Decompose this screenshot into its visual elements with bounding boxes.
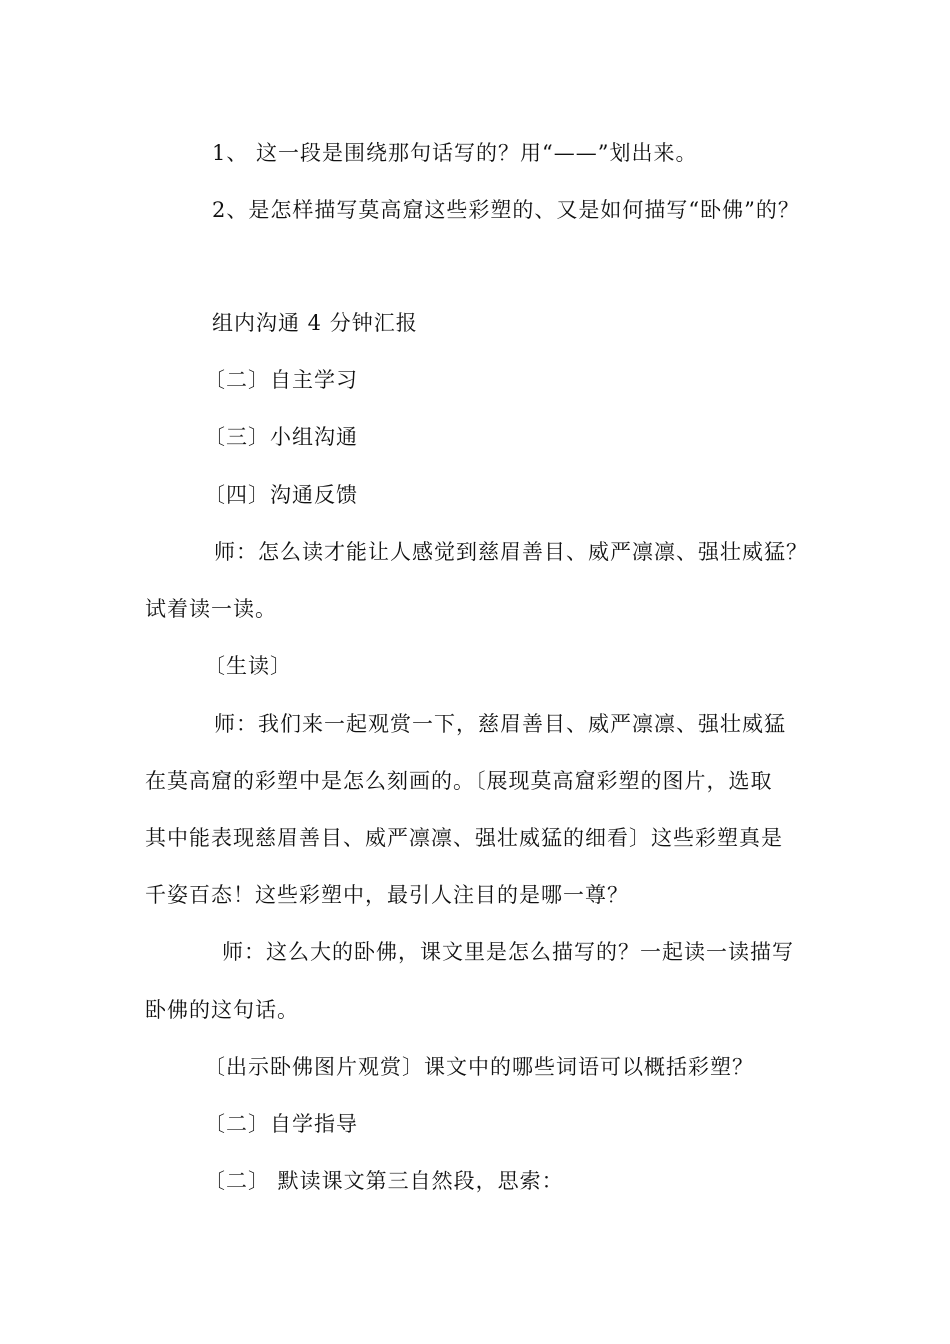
teacher-reclining-buddha-cont: 卧佛的这句话。	[145, 998, 299, 1022]
section-self-study-guide: 〔二〕自学指导	[204, 1112, 358, 1136]
teacher-appreciation-cont-3: 千姿百态！这些彩塑中，最引人注目的是哪一尊？	[145, 883, 629, 907]
teacher-prompt-read: 师：怎么读才能让人感觉到慈眉善目、威严凛凛、强壮威猛？	[214, 540, 808, 564]
silent-reading-instruction: 〔二〕 默读课文第三自然段，思索：	[204, 1169, 564, 1193]
question-2: 2、是怎样描写莫高窟这些彩塑的、又是如何描写“卧佛”的？	[212, 198, 800, 222]
show-buddha-image: 〔出示卧佛图片观赏〕课文中的哪些词语可以概括彩塑？	[204, 1055, 754, 1079]
section-feedback: 〔四〕沟通反馈	[204, 483, 358, 507]
students-read: 〔生读〕	[204, 654, 292, 678]
teacher-appreciation: 师：我们来一起观赏一下，慈眉善目、威严凛凛、强壮威猛	[214, 712, 786, 736]
group-report-instruction: 组内沟通 4 分钟汇报	[212, 311, 418, 335]
teacher-reclining-buddha: 师：这么大的卧佛，课文里是怎么描写的？一起读一读描写	[222, 940, 794, 964]
section-group-communication: 〔三〕小组沟通	[204, 425, 358, 449]
question-1: 1、 这一段是围绕那句话写的？用“——”划出来。	[212, 141, 698, 165]
teacher-appreciation-cont-2: 其中能表现慈眉善目、威严凛凛、强壮威猛的细看〕这些彩塑真是	[145, 826, 783, 850]
section-self-study: 〔二〕自主学习	[204, 368, 358, 392]
teacher-appreciation-cont-1: 在莫高窟的彩塑中是怎么刻画的。〔展现莫高窟彩塑的图片，选取	[145, 769, 773, 793]
teacher-prompt-read-cont: 试着读一读。	[145, 597, 277, 621]
